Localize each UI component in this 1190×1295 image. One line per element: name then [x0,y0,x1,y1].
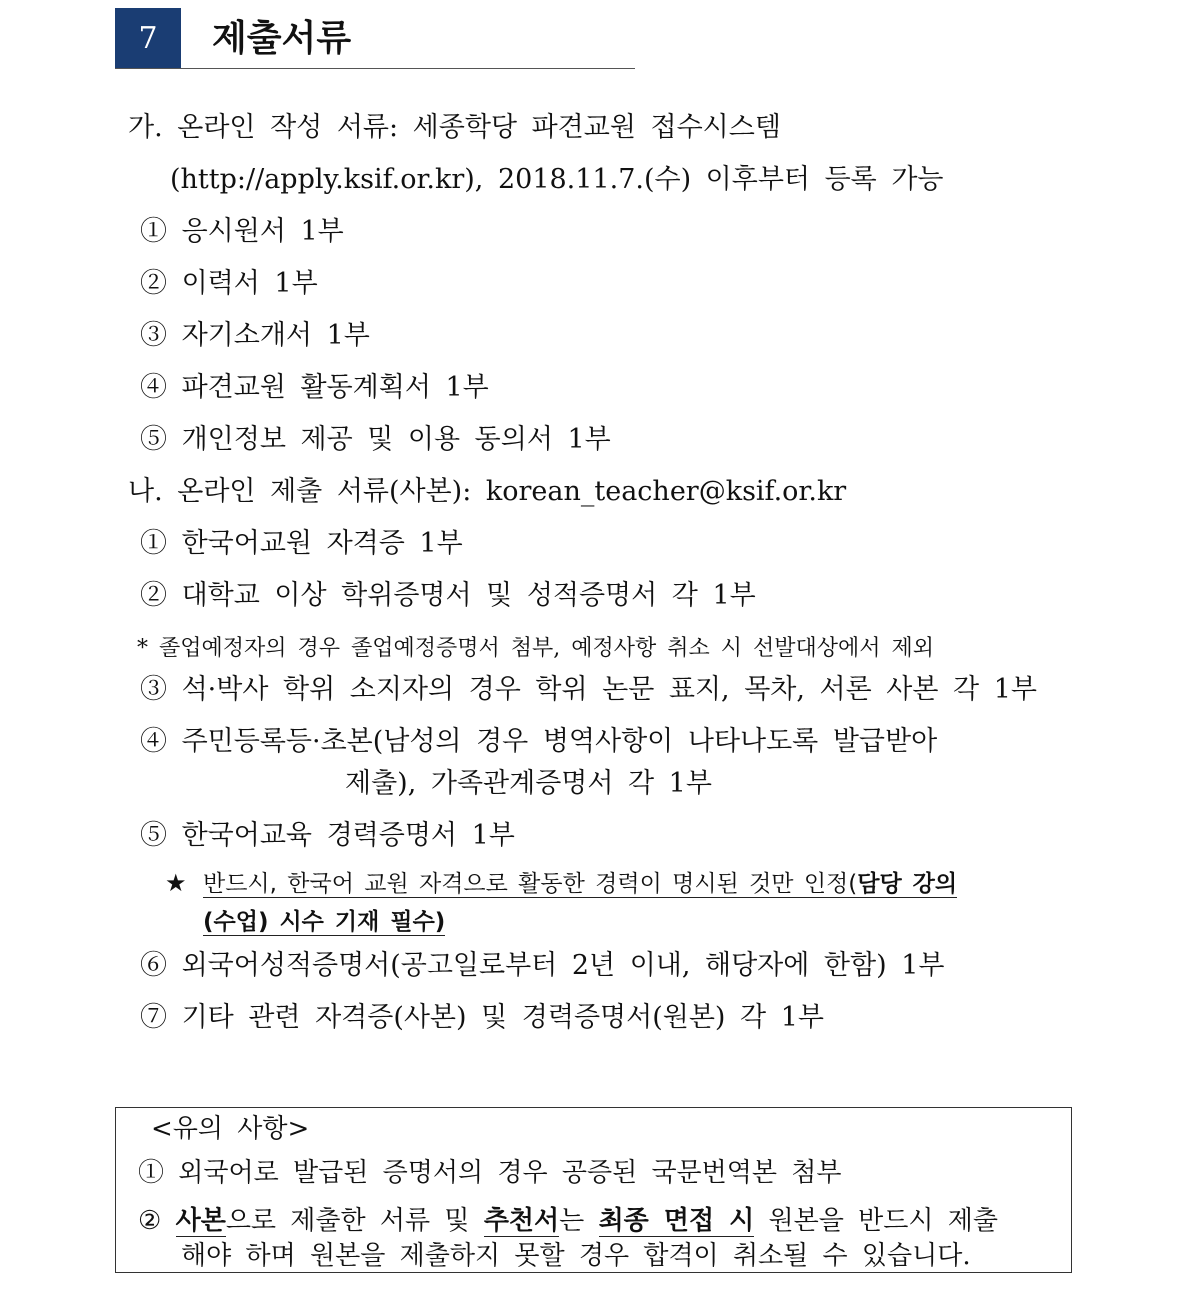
experience-note-line2 [203,906,445,938]
online-submit-item: ④ 주민등록등·초본(남성의 경우 병역사항이 나타나도록 발급받아 [140,726,938,757]
online-submit-item: ② 대학교 이상 학위증명서 및 성적증명서 각 1부 [140,580,756,611]
online-form-item: ② 이력서 1부 [140,268,318,299]
online-submit-item: ⑦ 기타 관련 자격증(사본) 및 경력증명서(원본) 각 1부 [140,1002,824,1033]
experience-note-text: 반드시, 한국어 교원 자격으로 활동한 경력이 명시된 것만 인정( [203,871,858,897]
experience-note-line1 [203,868,957,900]
notice-item-number: ② [138,1206,162,1236]
online-forms-subtitle: (http://apply.ksif.or.kr), 2018.11.7.(수) 이후부터 등록 가능 [170,164,944,195]
notice-box [115,1107,1072,1273]
notice-emphasis: 추천서 [483,1206,560,1236]
online-submit-item-continued: 제출), 가족관계증명서 각 1부 [345,768,712,799]
notice-title: <유의 사항> [151,1114,310,1144]
online-form-item: ④ 파견교원 활동계획서 1부 [140,372,489,403]
experience-note-bold: 담당 강의 [857,871,958,897]
online-submit-item: ① 한국어교원 자격증 1부 [140,528,463,559]
notice-text: 원본을 반드시 제출 [768,1206,998,1236]
online-submit-title: 나. 온라인 제출 서류(사본): korean_teacher@ksif.or.kr [128,476,847,507]
notice-item: ① 외국어로 발급된 증명서의 경우 공증된 국문번역본 첨부 [138,1158,842,1188]
header-underline [115,68,635,69]
online-form-item: ⑤ 개인정보 제공 및 이용 동의서 1부 [140,424,611,455]
section-number-badge: 7 [115,8,181,69]
experience-note-bold: (수업) 시수 기재 필수) [203,909,446,935]
notice-text: 으로 제출한 서류 및 [225,1206,470,1236]
star-icon: ★ [165,869,187,897]
notice-text: 는 [559,1206,585,1236]
notice-emphasis: 사본 [175,1206,226,1236]
online-submit-item: ⑥ 외국어성적증명서(공고일로부터 2년 이내, 해당자에 한함) 1부 [140,950,945,981]
section-title: 제출서류 [212,18,352,59]
notice-emphasis: 최종 면접 시 [598,1206,755,1236]
online-submit-item: ③ 석·박사 학위 소지자의 경우 학위 논문 표지, 목차, 서론 사본 각 1부 [140,674,1037,705]
online-forms-title: 가. 온라인 작성 서류: 세종학당 파견교원 접수시스템 [128,112,781,143]
online-form-item: ① 응시원서 1부 [140,216,344,247]
online-submit-item: ⑤ 한국어교육 경력증명서 1부 [140,820,515,851]
graduation-note: * 졸업예정자의 경우 졸업예정증명서 첨부, 예정사항 취소 시 선발대상에서 제외 [137,636,934,661]
notice-item [138,1203,998,1239]
notice-item-continued: 해야 하며 원본을 제출하지 못할 경우 합격이 취소될 수 있습니다. [181,1241,971,1271]
online-form-item: ③ 자기소개서 1부 [140,320,370,351]
